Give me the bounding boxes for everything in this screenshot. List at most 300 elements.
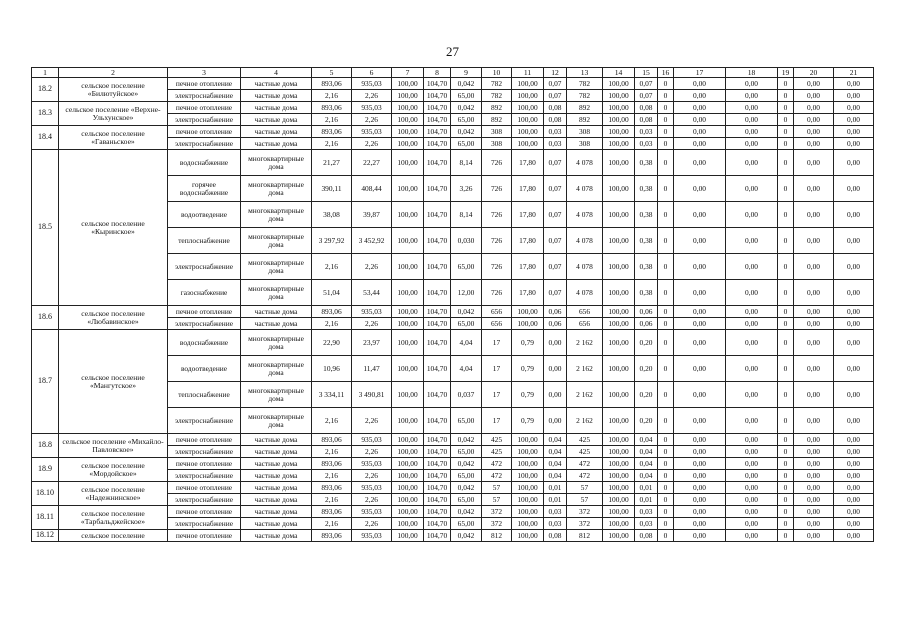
service-type: теплоснабжение	[168, 228, 241, 254]
table-cell: 0,00	[674, 434, 726, 446]
table-cell: 100,00	[603, 530, 635, 542]
service-type: электроснабжение	[168, 470, 241, 482]
service-type: электроснабжение	[168, 494, 241, 506]
table-cell: 100,00	[512, 530, 544, 542]
table-cell: 0,00	[794, 530, 834, 542]
table-cell: 0,042	[451, 126, 482, 138]
table-cell: 0,03	[544, 506, 567, 518]
table-cell: 935,03	[352, 126, 392, 138]
table-cell: 0,00	[726, 150, 778, 176]
table-cell: 0	[778, 356, 794, 382]
table-cell: 2,16	[312, 494, 352, 506]
table-row	[32, 330, 874, 356]
table-cell: 0,00	[726, 254, 778, 280]
table-cell: 0,00	[794, 176, 834, 202]
table-cell: 0,08	[635, 114, 658, 126]
table-cell: 0,00	[834, 434, 874, 446]
table-cell: 0,00	[794, 306, 834, 318]
table-cell: 0,00	[544, 356, 567, 382]
table-cell: 0,38	[635, 150, 658, 176]
housing-type: частные дома	[241, 306, 312, 318]
table-cell: 372	[482, 506, 512, 518]
service-type: теплоснабжение	[168, 382, 241, 408]
table-cell: 0,00	[834, 114, 874, 126]
table-cell: 0	[778, 446, 794, 458]
table-cell: 0,00	[834, 228, 874, 254]
settlement-name: сельское поселение «Тарбальджейское»	[59, 506, 168, 530]
housing-type: многоквартирные дома	[241, 408, 312, 434]
table-cell: 0,04	[635, 470, 658, 482]
table-cell: 4 078	[567, 150, 603, 176]
table-cell: 2,26	[352, 114, 392, 126]
table-cell: 0,00	[794, 138, 834, 150]
table-cell: 4 078	[567, 228, 603, 254]
table-cell: 2,26	[352, 254, 392, 280]
table-cell: 104,70	[424, 102, 451, 114]
table-cell: 2,26	[352, 408, 392, 434]
column-number: 16	[658, 68, 674, 78]
service-type: печное отопление	[168, 506, 241, 518]
table-cell: 0,00	[726, 434, 778, 446]
table-cell: 65,00	[451, 254, 482, 280]
table-cell: 100,00	[392, 150, 424, 176]
column-number: 1	[32, 68, 59, 78]
table-cell: 0,042	[451, 458, 482, 470]
table-cell: 0,03	[544, 518, 567, 530]
table-cell: 0,79	[512, 330, 544, 356]
table-cell: 0,00	[794, 228, 834, 254]
table-cell: 0,00	[794, 150, 834, 176]
table-cell: 22,27	[352, 150, 392, 176]
table-cell: 100,00	[392, 446, 424, 458]
table-cell: 104,70	[424, 202, 451, 228]
table-cell: 0,00	[674, 530, 726, 542]
table-cell: 0,38	[635, 280, 658, 306]
table-cell: 4 078	[567, 280, 603, 306]
table-cell: 0,04	[635, 458, 658, 470]
column-number: 4	[241, 68, 312, 78]
table-cell: 0,00	[674, 102, 726, 114]
table-cell: 0,38	[635, 202, 658, 228]
table-cell: 0,06	[635, 306, 658, 318]
table-cell: 8,14	[451, 202, 482, 228]
table-cell: 372	[482, 518, 512, 530]
housing-type: частные дома	[241, 434, 312, 446]
table-cell: 935,03	[352, 482, 392, 494]
housing-type: многоквартирные дома	[241, 150, 312, 176]
table-cell: 100,00	[603, 306, 635, 318]
table-cell: 0,06	[544, 306, 567, 318]
column-number: 13	[567, 68, 603, 78]
housing-type: многоквартирные дома	[241, 202, 312, 228]
table-cell: 21,27	[312, 150, 352, 176]
table-cell: 0,00	[726, 494, 778, 506]
table-cell: 0,00	[794, 356, 834, 382]
table-cell: 0,00	[726, 518, 778, 530]
table-cell: 893,06	[312, 126, 352, 138]
table-cell: 100,00	[603, 150, 635, 176]
table-cell: 0	[658, 434, 674, 446]
table-cell: 425	[482, 434, 512, 446]
table-cell: 425	[482, 446, 512, 458]
service-type: газоснабжение	[168, 280, 241, 306]
table-cell: 2,16	[312, 318, 352, 330]
service-type: печное отопление	[168, 458, 241, 470]
table-cell: 0,03	[635, 126, 658, 138]
service-type: печное отопление	[168, 306, 241, 318]
table-cell: 0	[658, 114, 674, 126]
table-cell: 104,70	[424, 306, 451, 318]
table-cell: 0,00	[674, 150, 726, 176]
table-cell: 0,00	[834, 356, 874, 382]
table-cell: 0,00	[834, 150, 874, 176]
column-number: 9	[451, 68, 482, 78]
table-cell: 0	[658, 330, 674, 356]
table-cell: 0,07	[635, 78, 658, 90]
table-cell: 0	[658, 138, 674, 150]
row-number: 18.3	[32, 102, 59, 126]
row-number: 18.9	[32, 458, 59, 482]
table-cell: 17	[482, 356, 512, 382]
table-cell: 100,00	[512, 470, 544, 482]
table-cell: 4 078	[567, 176, 603, 202]
table-cell: 0	[778, 150, 794, 176]
table-cell: 0,00	[726, 78, 778, 90]
table-cell: 65,00	[451, 114, 482, 126]
table-cell: 0	[778, 114, 794, 126]
service-type: электроснабжение	[168, 114, 241, 126]
table-cell: 2,16	[312, 518, 352, 530]
table-cell: 0,20	[635, 356, 658, 382]
table-row	[32, 506, 874, 518]
table-cell: 0	[658, 356, 674, 382]
column-number: 6	[352, 68, 392, 78]
table-cell: 100,00	[392, 318, 424, 330]
table-cell: 0	[658, 482, 674, 494]
table-cell: 2 162	[567, 330, 603, 356]
table-cell: 2,26	[352, 446, 392, 458]
table-cell: 100,00	[512, 138, 544, 150]
table-cell: 65,00	[451, 408, 482, 434]
table-cell: 0,037	[451, 382, 482, 408]
table-cell: 100,00	[392, 78, 424, 90]
service-type: электроснабжение	[168, 446, 241, 458]
table-cell: 65,00	[451, 518, 482, 530]
table-cell: 17,80	[512, 228, 544, 254]
table-row	[32, 102, 874, 114]
table-cell: 104,70	[424, 78, 451, 90]
table-cell: 0	[658, 280, 674, 306]
table-cell: 0,042	[451, 102, 482, 114]
table-cell: 0,01	[544, 482, 567, 494]
table-cell: 0,38	[635, 254, 658, 280]
table-cell: 100,00	[603, 228, 635, 254]
table-cell: 893,06	[312, 530, 352, 542]
table-cell: 0,07	[635, 90, 658, 102]
housing-type: многоквартирные дома	[241, 176, 312, 202]
table-cell: 0	[658, 176, 674, 202]
housing-type: многоквартирные дома	[241, 280, 312, 306]
table-cell: 0,04	[544, 446, 567, 458]
table-cell: 0,00	[794, 434, 834, 446]
table-cell: 0,00	[834, 382, 874, 408]
table-cell: 0,00	[794, 518, 834, 530]
table-cell: 0,00	[674, 458, 726, 470]
table-cell: 0,042	[451, 434, 482, 446]
table-cell: 104,70	[424, 458, 451, 470]
table-cell: 0,00	[674, 482, 726, 494]
table-cell: 0,00	[674, 356, 726, 382]
housing-type: многоквартирные дома	[241, 356, 312, 382]
table-cell: 104,70	[424, 518, 451, 530]
table-cell: 0,01	[635, 482, 658, 494]
table-cell: 0,00	[834, 254, 874, 280]
table-cell: 308	[482, 138, 512, 150]
table-cell: 0	[778, 408, 794, 434]
service-type: электроснабжение	[168, 518, 241, 530]
settlement-name: сельское поселение «Мангутское»	[59, 330, 168, 434]
table-row	[32, 458, 874, 470]
table-cell: 3 452,92	[352, 228, 392, 254]
table-cell: 0,04	[635, 434, 658, 446]
table-cell: 104,70	[424, 382, 451, 408]
table-cell: 0,00	[834, 126, 874, 138]
table-cell: 17	[482, 330, 512, 356]
table-cell: 0	[658, 228, 674, 254]
table-cell: 0	[658, 150, 674, 176]
table-cell: 104,70	[424, 318, 451, 330]
page-number: 27	[446, 44, 459, 59]
table-cell: 0,00	[794, 494, 834, 506]
table-cell: 100,00	[512, 306, 544, 318]
table-cell: 0,00	[674, 306, 726, 318]
table-cell: 17,80	[512, 202, 544, 228]
table-cell: 0,00	[834, 202, 874, 228]
table-cell: 782	[567, 90, 603, 102]
table-cell: 104,70	[424, 114, 451, 126]
row-number: 18.2	[32, 78, 59, 102]
housing-type: частные дома	[241, 126, 312, 138]
table-cell: 0,03	[544, 126, 567, 138]
service-type: электроснабжение	[168, 408, 241, 434]
table-cell: 0	[778, 318, 794, 330]
table-cell: 726	[482, 254, 512, 280]
table-cell: 100,00	[392, 90, 424, 102]
column-number: 7	[392, 68, 424, 78]
table-cell: 100,00	[512, 446, 544, 458]
table-cell: 100,00	[512, 482, 544, 494]
table-cell: 0,79	[512, 356, 544, 382]
table-cell: 10,96	[312, 356, 352, 382]
table-cell: 656	[567, 306, 603, 318]
table-cell: 0,00	[794, 102, 834, 114]
table-cell: 0	[658, 530, 674, 542]
table-cell: 782	[567, 78, 603, 90]
table-cell: 935,03	[352, 78, 392, 90]
table-cell: 0,20	[635, 330, 658, 356]
table-cell: 100,00	[603, 382, 635, 408]
table-cell: 0,00	[544, 382, 567, 408]
table-cell: 2,16	[312, 114, 352, 126]
table-cell: 100,00	[603, 434, 635, 446]
table-cell: 104,70	[424, 356, 451, 382]
table-cell: 100,00	[603, 90, 635, 102]
table-cell: 0,20	[635, 382, 658, 408]
table-cell: 0,00	[794, 318, 834, 330]
table-cell: 104,70	[424, 494, 451, 506]
tariff-table	[31, 67, 874, 542]
table-cell: 0	[658, 382, 674, 408]
table-cell: 0	[778, 382, 794, 408]
table-cell: 0,00	[834, 494, 874, 506]
table-cell: 0	[778, 78, 794, 90]
table-cell: 100,00	[603, 280, 635, 306]
table-cell: 0,07	[544, 254, 567, 280]
table-cell: 0,00	[834, 470, 874, 482]
table-cell: 0,00	[726, 306, 778, 318]
table-cell: 935,03	[352, 306, 392, 318]
table-cell: 104,70	[424, 434, 451, 446]
table-cell: 65,00	[451, 494, 482, 506]
settlement-name: сельское поселение	[59, 530, 168, 542]
table-cell: 100,00	[603, 254, 635, 280]
table-cell: 4 078	[567, 254, 603, 280]
table-cell: 0,00	[794, 458, 834, 470]
table-cell: 100,00	[392, 458, 424, 470]
table-cell: 0,00	[794, 280, 834, 306]
table-cell: 100,00	[512, 114, 544, 126]
table-cell: 0	[778, 228, 794, 254]
table-cell: 11,47	[352, 356, 392, 382]
table-cell: 0,00	[726, 114, 778, 126]
table-cell: 0,00	[794, 126, 834, 138]
table-cell: 100,00	[512, 434, 544, 446]
table-cell: 100,00	[512, 126, 544, 138]
table-cell: 100,00	[603, 458, 635, 470]
table-cell: 65,00	[451, 138, 482, 150]
column-number: 10	[482, 68, 512, 78]
settlement-name: сельское поселение «Любавинское»	[59, 306, 168, 330]
table-cell: 0,00	[834, 518, 874, 530]
table-cell: 0,00	[834, 90, 874, 102]
column-number: 15	[635, 68, 658, 78]
table-cell: 0	[778, 126, 794, 138]
table-cell: 100,00	[603, 518, 635, 530]
row-number: 18.5	[32, 150, 59, 306]
table-cell: 17	[482, 382, 512, 408]
table-cell: 2 162	[567, 382, 603, 408]
table-cell: 893,06	[312, 434, 352, 446]
table-cell: 0	[658, 254, 674, 280]
table-cell: 0,00	[674, 382, 726, 408]
table-cell: 892	[567, 102, 603, 114]
housing-type: частные дома	[241, 102, 312, 114]
table-cell: 0	[658, 494, 674, 506]
table-cell: 100,00	[512, 318, 544, 330]
table-cell: 0,00	[794, 382, 834, 408]
table-cell: 0,00	[726, 126, 778, 138]
table-cell: 0,00	[834, 102, 874, 114]
table-cell: 0,00	[726, 408, 778, 434]
table-cell: 0	[658, 518, 674, 530]
table-cell: 0	[658, 458, 674, 470]
table-cell: 100,00	[392, 330, 424, 356]
table-cell: 726	[482, 176, 512, 202]
table-cell: 0,00	[726, 382, 778, 408]
table-cell: 100,00	[392, 280, 424, 306]
table-cell: 65,00	[451, 446, 482, 458]
service-type: водоотведение	[168, 356, 241, 382]
table-cell: 0,042	[451, 530, 482, 542]
table-cell: 100,00	[392, 530, 424, 542]
table-cell: 0,00	[794, 408, 834, 434]
table-cell: 0	[778, 90, 794, 102]
table-cell: 0	[778, 102, 794, 114]
settlement-name: сельское поселение «Мордойское»	[59, 458, 168, 482]
table-cell: 100,00	[603, 126, 635, 138]
table-cell: 57	[482, 494, 512, 506]
table-cell: 892	[482, 102, 512, 114]
table-cell: 3 297,92	[312, 228, 352, 254]
table-cell: 0,03	[635, 518, 658, 530]
table-row	[32, 150, 874, 176]
table-cell: 100,00	[603, 446, 635, 458]
table-cell: 100,00	[392, 254, 424, 280]
table-cell: 935,03	[352, 102, 392, 114]
table-cell: 0,00	[544, 408, 567, 434]
table-cell: 3 490,81	[352, 382, 392, 408]
table-cell: 0,00	[674, 228, 726, 254]
table-row	[32, 78, 874, 90]
table-cell: 100,00	[392, 470, 424, 482]
table-cell: 17,80	[512, 150, 544, 176]
table-cell: 0,00	[726, 318, 778, 330]
table-cell: 100,00	[392, 518, 424, 530]
table-cell: 0,00	[726, 138, 778, 150]
table-row	[32, 126, 874, 138]
table-cell: 100,00	[603, 494, 635, 506]
table-cell: 0,042	[451, 506, 482, 518]
table-cell: 100,00	[512, 90, 544, 102]
table-cell: 0,03	[635, 506, 658, 518]
table-cell: 104,70	[424, 482, 451, 494]
column-number: 5	[312, 68, 352, 78]
settlement-name: сельское поселение «Кыринское»	[59, 150, 168, 306]
column-number: 2	[59, 68, 168, 78]
table-cell: 65,00	[451, 90, 482, 102]
table-cell: 0	[778, 494, 794, 506]
table-cell: 100,00	[392, 408, 424, 434]
table-cell: 0	[778, 254, 794, 280]
table-cell: 0,00	[726, 506, 778, 518]
housing-type: частные дома	[241, 506, 312, 518]
housing-type: многоквартирные дома	[241, 382, 312, 408]
table-cell: 0,00	[834, 458, 874, 470]
table-cell: 104,70	[424, 138, 451, 150]
table-cell: 0,00	[674, 518, 726, 530]
row-number: 18.7	[32, 330, 59, 434]
settlement-name: сельское поселение «Гаваньское»	[59, 126, 168, 150]
table-cell: 104,70	[424, 176, 451, 202]
table-cell: 893,06	[312, 306, 352, 318]
column-number: 14	[603, 68, 635, 78]
table-cell: 0	[658, 506, 674, 518]
service-type: печное отопление	[168, 482, 241, 494]
table-cell: 0,00	[674, 126, 726, 138]
table-cell: 656	[482, 318, 512, 330]
service-type: печное отопление	[168, 530, 241, 542]
housing-type: частные дома	[241, 446, 312, 458]
